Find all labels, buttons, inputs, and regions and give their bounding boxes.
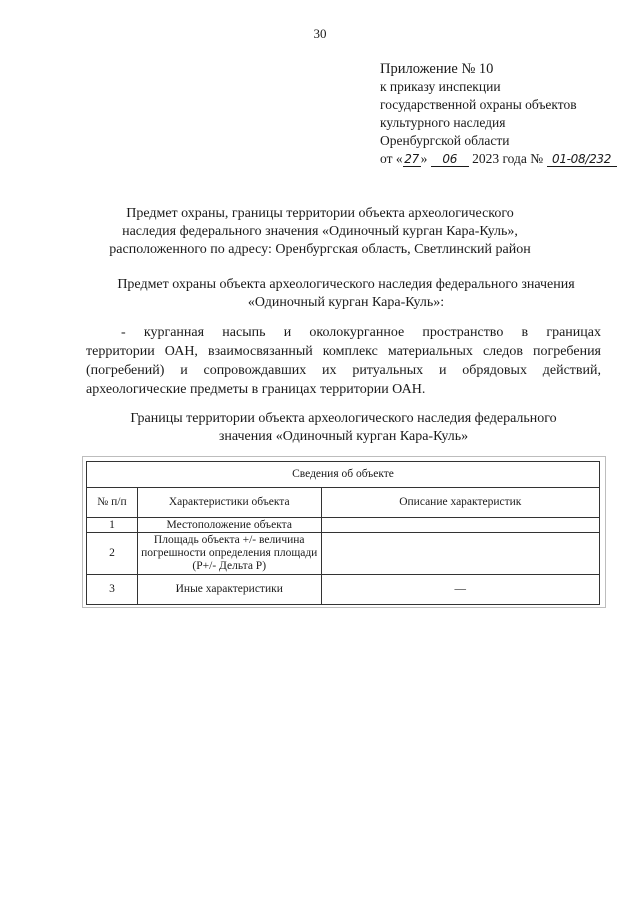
appendix-line: государственной охраны объектов	[380, 97, 577, 112]
appendix-line: Оренбургской области	[380, 133, 510, 148]
table-row	[87, 533, 600, 575]
appendix-line: культурного наследия	[380, 115, 506, 130]
row-number: 1	[87, 518, 138, 533]
order-number: 01-08/232	[547, 153, 617, 167]
body-rest: территории ОАН, взаимосвязанный комплекс материальных следов погребения (погребений) и сопровождавших их ритуальных и обрядовых действий, археологические предметы в границах территории ОАН.	[86, 344, 601, 397]
header-number: № п/п	[87, 488, 138, 518]
row-description	[321, 533, 599, 575]
subject-title-line: «Одиночный курган Кара-Куль»:	[247, 295, 445, 310]
header-characteristic: Характеристики объекта	[137, 488, 321, 518]
row-characteristic: Площадь объекта +/- величина погрешности определения площади (P+/- Дельта P)	[137, 533, 321, 575]
date-prefix: от «	[380, 151, 403, 166]
table-row	[87, 575, 600, 605]
main-title-line: наследия федерального значения «Одиночный курган Кара-Куль»,	[122, 224, 518, 239]
boundaries-title-line: Границы территории объекта археологического наследия федерального	[130, 411, 557, 426]
date-day: 27	[404, 152, 419, 166]
main-title	[95, 205, 545, 259]
appendix-block	[380, 60, 630, 168]
main-title-line: расположенного по адресу: Оренбургская область, Светлинский район	[109, 242, 531, 257]
row-characteristic: Местоположение объекта	[137, 518, 321, 533]
appendix-line: к приказу инспекции	[380, 79, 501, 94]
protection-subject-title	[86, 276, 606, 312]
row-number: 2	[87, 533, 138, 575]
appendix-date-line	[380, 150, 630, 168]
object-info-table	[86, 461, 600, 605]
row-description	[321, 518, 599, 533]
table-caption: Сведения об объекте	[87, 462, 600, 488]
row-characteristic: Иные характеристики	[137, 575, 321, 605]
table-row	[87, 518, 600, 533]
appendix-title: Приложение № 10	[380, 61, 494, 77]
main-title-line: Предмет охраны, границы территории объекта археологического	[126, 206, 514, 221]
boundaries-title	[86, 410, 601, 446]
body-first-line: - курганная насыпь и околокурганное пространство в границах	[121, 325, 601, 340]
date-mid: »	[420, 151, 428, 166]
page-number: 30	[313, 26, 327, 41]
row-description: —	[321, 575, 599, 605]
header-description: Описание характеристик	[321, 488, 599, 518]
subject-title-line: Предмет охраны объекта археологического наследия федерального значения	[117, 277, 575, 292]
date-year: 2023 года №	[472, 151, 544, 166]
date-month: 06	[431, 153, 469, 167]
boundaries-title-line: значения «Одиночный курган Кара-Куль»	[218, 429, 469, 444]
protection-subject-body	[86, 323, 601, 399]
row-number: 3	[87, 575, 138, 605]
